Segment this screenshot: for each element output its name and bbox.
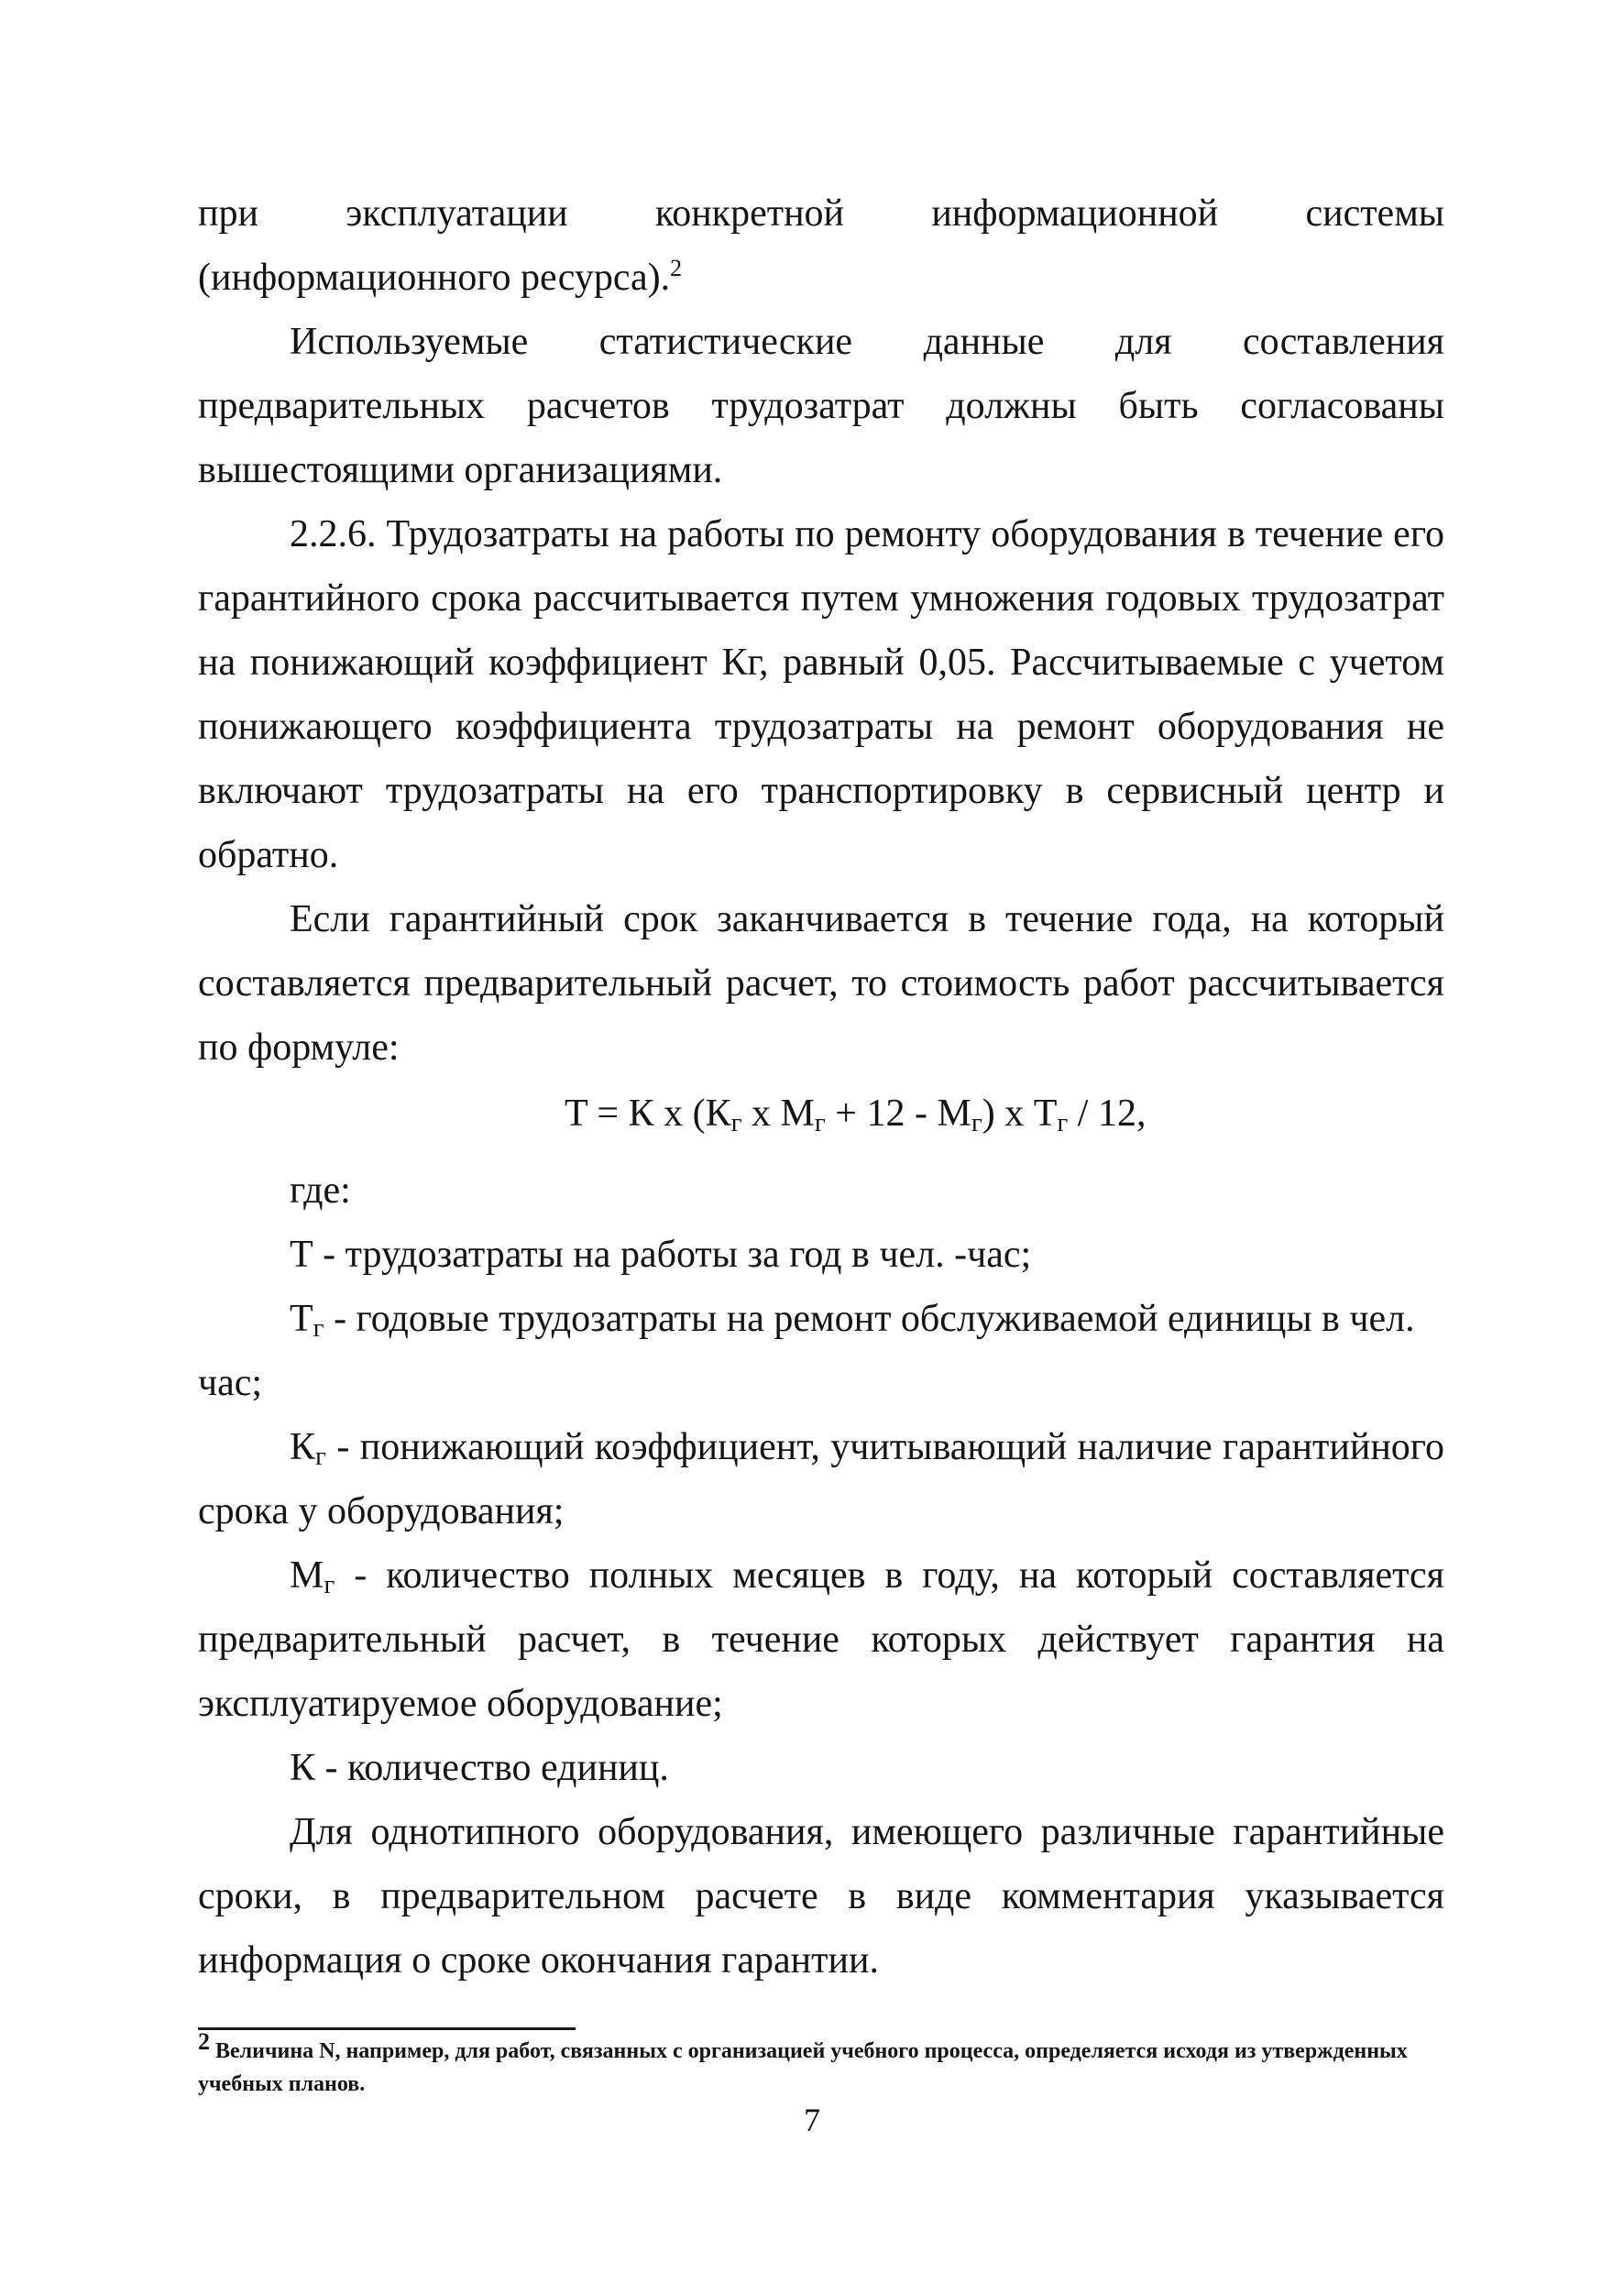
definition-tg: $Т_г$ - годовые трудозатраты на ремонт обслуживаемой единицы в чел. — [290, 1298, 1415, 1343]
footnote-separator — [198, 2027, 576, 2030]
definition-mg: $М_г$ - количество полных месяцев в году, на который составляется предварительный расчет, в течение которых действует гарантия на эксплуатируемое оборудование; — [198, 1554, 1444, 1725]
page-number: 7 — [804, 2102, 820, 2138]
formula: T = К х ($К_г$ х $М_г + 12 - М_г$) х $Т_г / 12$, — [565, 1093, 1147, 1137]
definition-t: Т - трудозатраты на работы за год в чел. -час; — [290, 1234, 1032, 1276]
footnote-marker: 2 — [198, 2028, 210, 2055]
definition-k: К - количество единиц. — [290, 1747, 669, 1789]
paragraph-final: Для однотипного оборудования, имеющего различные гарантийные сроки, в предварительном расчете в виде комментария указывается информация о сроке окончания гарантии. — [198, 1811, 1444, 1982]
body-text — [198, 181, 1444, 1993]
paragraph-continuation: при эксплуатации конкретной информационной системы (информационного ресурса).$^2$ — [198, 192, 1444, 299]
paragraph-warranty-ends: Если гарантийный срок заканчивается в течение года, на который составляется предварительный расчет, то стоимость работ рассчитывается по формуле: — [198, 898, 1444, 1069]
paragraph-statistics: Используемые статистические данные для составления предварительных расчетов трудозатрат должны быть согласованы вышестоящими организациями. — [198, 321, 1444, 491]
footnote — [198, 2028, 1444, 2101]
paragraph-2-2-6: 2.2.6. Трудозатраты на работы по ремонту оборудования в течение его гарантийного срока рассчитывается путем умножения годовых трудозатрат на понижающий коэффициент Кг, равный 0,05. Рассчитываемые с учетом понижающего коэффициента трудозатраты на ремонт оборудования не включают трудозатраты на его транспортировку в сервисный центр и обратно. — [198, 513, 1444, 876]
footnote-text: Величина N, например, для работ, связанных с организацией учебного процесса, определяется исходя из утвержденных учебных планов. — [198, 2039, 1408, 2096]
footnote-reference: 2 — [670, 255, 683, 281]
definition-kg: $К_г$ - понижающий коэффициент, учитывающий наличие гарантийного срока у оборудования; — [198, 1426, 1444, 1532]
definition-tg-continuation: час; — [198, 1362, 263, 1404]
where-label: где: — [290, 1169, 351, 1212]
